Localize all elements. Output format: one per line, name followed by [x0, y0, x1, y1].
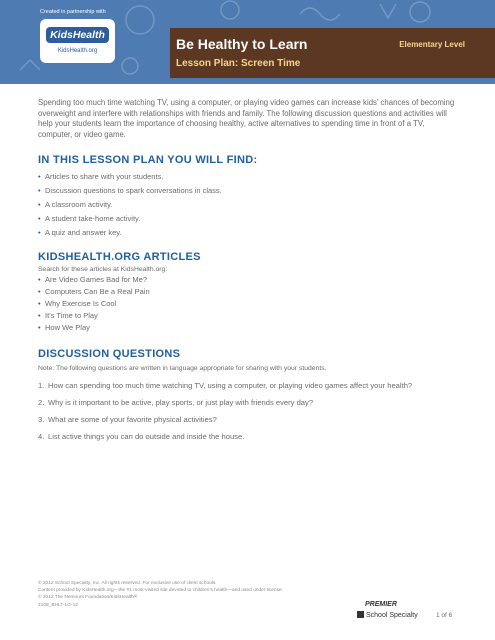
level-label: Elementary Level: [399, 40, 465, 49]
kidshealth-logo: [40, 19, 115, 63]
logo-url: KidsHealth.org: [57, 48, 98, 54]
question-item: [38, 432, 458, 442]
page-number: 1 of 6: [436, 612, 453, 619]
list-item: • A student take-home activity.: [38, 214, 458, 223]
question-item: [38, 415, 458, 425]
school-specialty-icon: [357, 611, 364, 618]
section-heading-lesson-contents: IN THIS LESSON PLAN YOU WILL FIND:: [38, 154, 258, 166]
discussion-note: Note: The following questions are written in language appropriate for sharing with your students.: [38, 365, 327, 372]
header-banner: [0, 0, 495, 84]
page-title: Be Healthy to Learn: [176, 36, 308, 52]
list-item: • Articles to share with your students.: [38, 172, 458, 181]
footer-line: Content provided by KidsHealth.org—the #1 most-visited site devoted to children’s health—and used under license.: [38, 588, 283, 594]
question-number: 1.: [38, 381, 45, 390]
list-item: • A quiz and answer key.: [38, 228, 458, 237]
question-text: List active things you can do outside and inside the house.: [48, 432, 245, 441]
article-link[interactable]: • Computers Can Be a Real Pain: [38, 287, 458, 296]
list-item: • A classroom activity.: [38, 200, 458, 209]
question-text: What are some of your favorite physical activities?: [48, 415, 217, 424]
question-number: 3.: [38, 415, 45, 424]
section-heading-articles: KIDSHEALTH.ORG ARTICLES: [38, 251, 201, 263]
premier-logo: PREMIER: [365, 601, 397, 608]
question-number: 4.: [38, 432, 45, 441]
intro-paragraph: Spending too much time watching TV, using a computer, or playing video games can increase kids’ chances of becoming overweight and interfere with relationships with friends and family. The following discussion questions and activities will help your students learn the importance of choosing healthy, active alternatives to spending time in front of a TV, computer, or video game.: [38, 98, 455, 139]
articles-list: [38, 275, 458, 332]
section-heading-discussion: DISCUSSION QUESTIONS: [38, 348, 181, 360]
article-link[interactable]: • It’s Time to Play: [38, 311, 458, 320]
article-link[interactable]: • Are Video Games Bad for Me?: [38, 275, 458, 284]
question-number: 2.: [38, 398, 45, 407]
school-specialty-text: School Specialty: [366, 612, 418, 619]
article-link[interactable]: • How We Play: [38, 323, 458, 332]
footer-line: © 2012 School Specialty, Inc. All rights reserved. For exclusive use of client schools.: [38, 581, 217, 586]
articles-note: Search for these articles at KidsHealth.org:: [38, 266, 168, 273]
page-subtitle: Lesson Plan: Screen Time: [176, 58, 301, 69]
question-text: Why is it important to be active, play sports, or just play with friends every day?: [48, 398, 314, 407]
list-item: • Discussion questions to spark conversations in class.: [38, 186, 458, 195]
school-specialty-logo: [357, 611, 418, 619]
footer-legal: [38, 580, 283, 609]
main-content: [38, 98, 458, 449]
article-link[interactable]: • Why Exercise Is Cool: [38, 299, 458, 308]
discussion-questions-list: [38, 381, 458, 442]
partner-text: Created in partnership with: [40, 9, 106, 15]
footer-line: 2108_BHLT-LO-12: [38, 602, 78, 608]
question-item: [38, 398, 458, 408]
lesson-contents-list: [38, 172, 458, 237]
question-item: [38, 381, 458, 391]
footer-line: © 2012 The Nemours Foundation/KidsHealth®: [38, 595, 138, 601]
question-text: How can spending too much time watching TV, using a computer, or playing video games affect your health?: [48, 381, 413, 390]
title-box: [170, 28, 495, 78]
logo-text: KidsHealth: [46, 27, 109, 43]
